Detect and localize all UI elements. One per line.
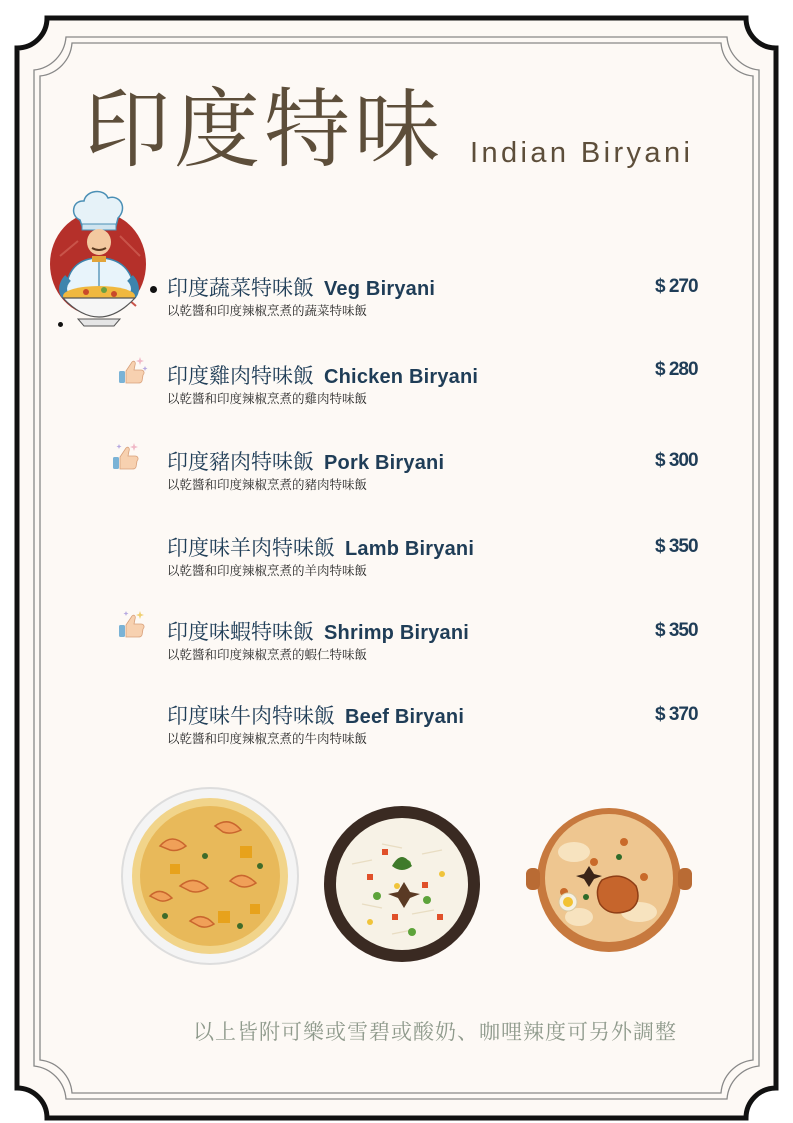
menu-item-name xyxy=(167,534,474,563)
chicken-biryani-pot xyxy=(524,802,694,962)
menu-item-price: $ 280 xyxy=(655,359,698,380)
name-en: Veg Biryani xyxy=(324,278,436,300)
menu-item-price: $ 270 xyxy=(655,276,698,297)
name-en: Beef Biryani xyxy=(345,706,465,728)
menu-item-chicken xyxy=(167,359,727,420)
menu-item-name xyxy=(167,702,464,731)
name-cn: 印度味羊肉特味飯 xyxy=(167,536,335,560)
menu-item-price: $ 370 xyxy=(655,704,698,725)
menu-item-desc: 以乾醬和印度辣椒烹煮的蔬菜特味飯 xyxy=(167,303,368,318)
menu-item-price: $ 350 xyxy=(655,620,698,641)
menu-item-desc: 以乾醬和印度辣椒烹煮的雞肉特味飯 xyxy=(167,391,368,406)
thumbs-up-sparkle-icon xyxy=(114,354,148,388)
menu-item-price: $ 300 xyxy=(655,450,698,471)
menu-item-veg xyxy=(167,274,727,332)
thumbs-up-sparkle-icon xyxy=(114,608,148,642)
name-en: Lamb Biryani xyxy=(345,538,475,560)
page-title: 印度特味 xyxy=(84,80,444,180)
menu-item-lamb xyxy=(167,534,727,592)
menu-item-beef xyxy=(167,702,727,760)
menu-item-desc: 以乾醬和印度辣椒烹煮的蝦仁特味飯 xyxy=(167,647,368,662)
thumbs-up-sparkle-icon xyxy=(108,440,142,474)
bullet-dot xyxy=(150,286,157,293)
menu-item-desc: 以乾醬和印度辣椒烹煮的牛肉特味飯 xyxy=(167,731,368,746)
shrimp-biryani-plate xyxy=(120,786,300,966)
vegetable-biryani-bowl xyxy=(322,804,482,964)
name-en: Pork Biryani xyxy=(324,452,445,474)
name-cn: 印度豬肉特味飯 xyxy=(167,450,314,474)
page-subtitle: Indian Biryani xyxy=(470,137,694,169)
menu-item-name xyxy=(167,618,469,647)
name-cn: 印度雞肉特味飯 xyxy=(167,364,314,388)
name-cn: 印度味蝦特味飯 xyxy=(167,620,314,644)
menu-item-desc: 以乾醬和印度辣椒烹煮的豬肉特味飯 xyxy=(167,477,368,492)
chef-illustration xyxy=(48,186,152,331)
name-cn: 印度味牛肉特味飯 xyxy=(167,704,335,728)
menu-item-name xyxy=(167,448,444,477)
footer-note: 以上皆附可樂或雪碧或酸奶、咖哩辣度可另外調整 xyxy=(193,1020,677,1044)
bullet-dot xyxy=(58,322,63,327)
name-en: Shrimp Biryani xyxy=(324,622,470,644)
menu-item-shrimp xyxy=(167,618,727,676)
menu-item-desc: 以乾醬和印度辣椒烹煮的羊肉特味飯 xyxy=(167,563,368,578)
menu-item-price: $ 350 xyxy=(655,536,698,557)
menu-item-pork xyxy=(167,448,727,506)
menu-item-name xyxy=(167,274,435,303)
name-en: Chicken Biryani xyxy=(324,366,479,388)
menu-item-name xyxy=(167,362,478,391)
name-cn: 印度蔬菜特味飯 xyxy=(167,276,314,300)
